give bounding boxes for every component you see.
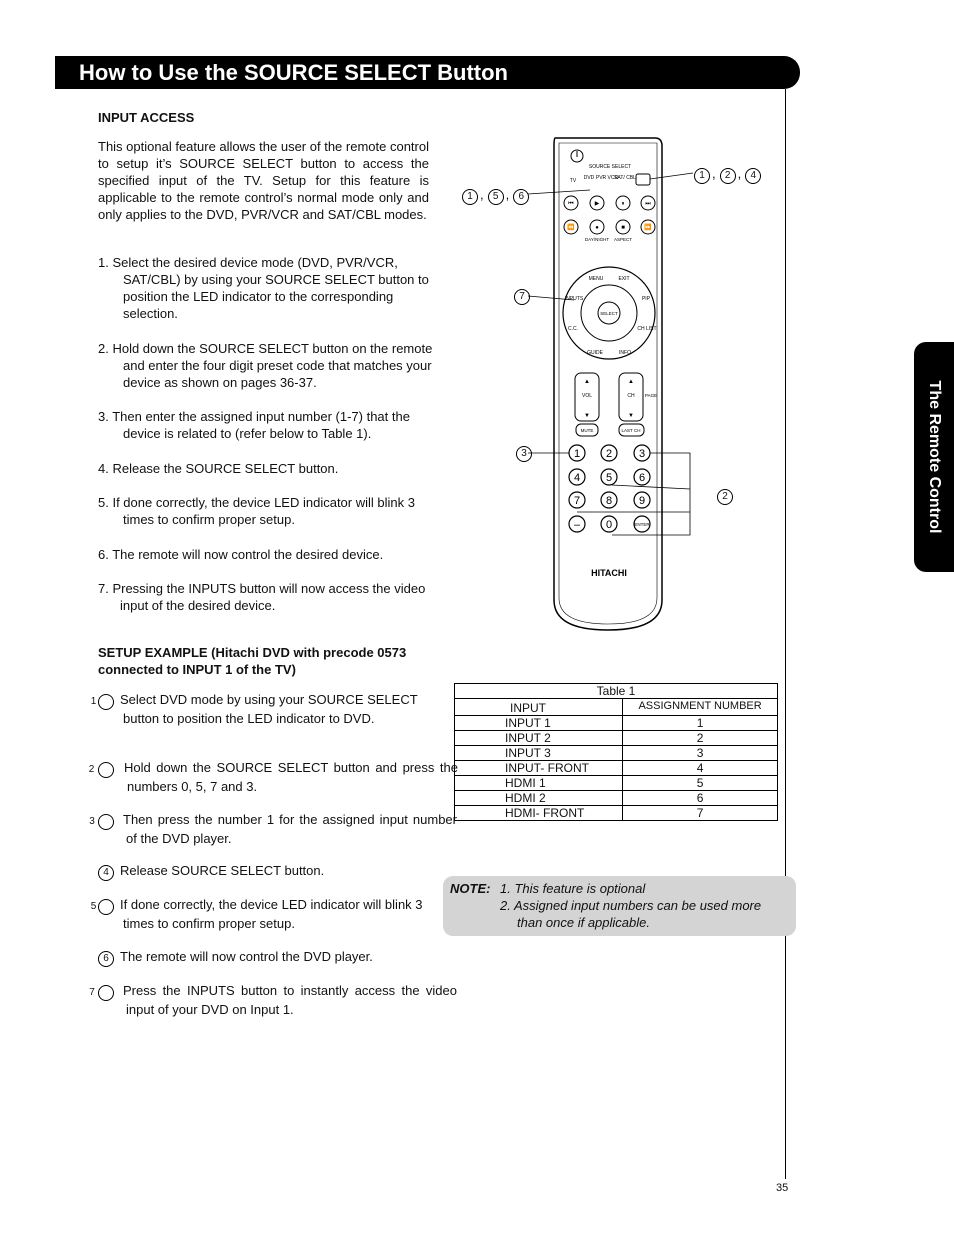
svg-text:⏪: ⏪ xyxy=(567,225,575,231)
step-5: 5. If done correctly, the device LED indicator will blink 3 times to confirm proper setup. xyxy=(98,495,415,527)
note-item-2-cont: than once if applicable. xyxy=(517,915,650,930)
brand-logo: HITACHI xyxy=(591,568,627,578)
svg-text:TV: TV xyxy=(569,178,577,184)
svg-text:MUTE: MUTE xyxy=(580,428,594,433)
step-1: 1. Select the desired device mode (DVD, PVR/VCR, SAT/CBL) by using your SOURCE SELECT button to position the LED indicator to the corresponding selection. xyxy=(98,255,429,321)
svg-text:CH LIST: CH LIST xyxy=(637,326,657,332)
svg-text:■: ■ xyxy=(621,225,625,231)
step-number-badge: 2 xyxy=(98,762,114,778)
svg-text:2: 2 xyxy=(605,448,613,460)
example-step-6: 6 The remote will now control the DVD player. xyxy=(98,948,429,967)
note-item-1: 1. This feature is optional xyxy=(500,881,646,896)
setup-example-heading: SETUP EXAMPLE (Hitachi DVD with precode 0573 connected to INPUT 1 of the TV) xyxy=(98,645,407,677)
step-6: 6. The remote will now control the desired device. xyxy=(98,547,384,562)
step-number-badge: 1 xyxy=(98,694,114,710)
svg-text:INPUTS: INPUTS xyxy=(564,296,584,302)
callout-digits-left: 3 xyxy=(516,446,532,462)
table-row: HDMI- FRONT 7 xyxy=(455,806,778,821)
step-number-badge: 4 xyxy=(98,865,114,881)
source-select-label: SOURCE SELECT xyxy=(588,164,632,170)
svg-text:▼: ▼ xyxy=(584,413,590,419)
svg-text:DVD: DVD xyxy=(583,175,595,181)
svg-text:▲: ▲ xyxy=(584,379,590,385)
page-title: How to Use the SOURCE SELECT Button xyxy=(55,56,800,89)
remote-control-diagram xyxy=(440,130,770,640)
step-4: 4. Release the SOURCE SELECT button. xyxy=(98,461,339,476)
svg-text:▼: ▼ xyxy=(628,413,634,419)
svg-text:CH: CH xyxy=(627,393,635,399)
table-row: INPUT- FRONT 4 xyxy=(455,761,778,776)
table-header-input: INPUT xyxy=(455,699,623,716)
step-7: 7. Pressing the INPUTS button will now access the video input of the desired device. xyxy=(98,581,426,613)
step-number-badge: 7 xyxy=(98,985,114,1001)
svg-text:0: 0 xyxy=(605,519,613,531)
example-step-4: 4 Release SOURCE SELECT button. xyxy=(98,862,429,881)
svg-text:7: 7 xyxy=(573,495,581,507)
svg-text:⏮: ⏮ xyxy=(568,201,574,207)
table-header-assignment: ASSIGNMENT NUMBER xyxy=(623,699,778,716)
margin-rule xyxy=(785,89,786,1179)
callout-top-left: 1 , 5 , 6 xyxy=(462,186,529,205)
step-number-badge: 6 xyxy=(98,951,114,967)
input-assignment-table xyxy=(454,683,778,821)
callout-digits-right: 2 xyxy=(717,489,733,505)
example-step-2: 2 Hold down the SOURCE SELECT button and press the numbers 0, 5, 7 and 3. xyxy=(88,760,458,794)
svg-text:–: – xyxy=(573,519,581,531)
example-step-7: 7 Press the INPUTS button to instantly access the video input of your DVD on Input 1. xyxy=(89,983,457,1017)
svg-text:⏩: ⏩ xyxy=(644,225,652,231)
svg-text:MENU: MENU xyxy=(588,276,604,282)
callout-top-right: 1 , 2 , 4 xyxy=(694,165,761,184)
step-2: 2. Hold down the SOURCE SELECT button on the remote and enter the four digit preset code that matches your device as shown on pages 36-37. xyxy=(98,341,433,390)
svg-text:⏸: ⏸ xyxy=(621,201,625,207)
svg-text:▶: ▶ xyxy=(594,201,600,207)
svg-text:4: 4 xyxy=(573,472,581,484)
svg-text:ASPECT: ASPECT xyxy=(613,237,633,242)
svg-text:VOL: VOL xyxy=(581,393,593,399)
svg-text:DAY/NIGHT: DAY/NIGHT xyxy=(584,237,610,242)
svg-text:SAT/ CBL: SAT/ CBL xyxy=(614,175,636,181)
example-step-5: 5 If done correctly, the device LED indicator will blink 3 times to confirm proper setup. xyxy=(90,897,423,931)
svg-text:C.C.: C.C. xyxy=(568,326,578,332)
svg-text:ENTER: ENTER xyxy=(634,522,650,527)
svg-text:3: 3 xyxy=(638,448,646,460)
svg-text:PVR VCR: PVR VCR xyxy=(595,175,619,181)
example-step-3: 3 Then press the number 1 for the assigned input number of the DVD player. xyxy=(89,812,457,846)
section-tab xyxy=(914,342,954,572)
table-row: INPUT 3 3 xyxy=(455,746,778,761)
step-3: 3. Then enter the assigned input number (1-7) that the device is related to (refer below to Table 1). xyxy=(98,409,410,441)
input-access-heading: INPUT ACCESS xyxy=(98,110,195,125)
example-step-1: 1 Select DVD mode by using your SOURCE SELECT button to position the LED indicator to DVD. xyxy=(90,692,418,726)
svg-text:⏭: ⏭ xyxy=(645,201,651,207)
step-number-badge: 3 xyxy=(98,814,114,830)
section-tab-label: The Remote Control xyxy=(926,380,943,534)
step-number-badge: 5 xyxy=(98,899,114,915)
svg-text:SELECT: SELECT xyxy=(600,311,618,316)
table-row: HDMI 2 6 xyxy=(455,791,778,806)
svg-text:1: 1 xyxy=(573,448,581,460)
table-row: INPUT 1 1 xyxy=(455,716,778,731)
svg-text:GUIDE: GUIDE xyxy=(587,350,603,356)
svg-text:PIP: PIP xyxy=(641,296,651,302)
svg-text:▲: ▲ xyxy=(628,379,634,385)
svg-text:INFO: INFO xyxy=(619,350,631,356)
svg-text:8: 8 xyxy=(605,495,613,507)
svg-text:5: 5 xyxy=(605,472,613,484)
table-row: HDMI 1 5 xyxy=(455,776,778,791)
svg-text:EXIT: EXIT xyxy=(618,276,630,282)
svg-text:LAST CH: LAST CH xyxy=(621,428,641,433)
svg-text:PAGE: PAGE xyxy=(644,393,658,398)
svg-text:9: 9 xyxy=(638,495,646,507)
table-row: INPUT 2 2 xyxy=(455,731,778,746)
page-number: 35 xyxy=(776,1182,789,1194)
note-item-2: 2. Assigned input numbers can be used more xyxy=(500,898,762,913)
callout-inputs: 7 xyxy=(514,289,530,305)
svg-text:6: 6 xyxy=(638,472,646,484)
svg-text:●: ● xyxy=(595,225,599,231)
table-caption: Table 1 xyxy=(455,684,778,699)
intro-paragraph: This optional feature allows the user of the remote control to setup it’s SOURCE SELECT button to access the specified input of the TV. Setup for this feature is applicable to the remote control’s normal mode only and only applies to the DVD, PVR/VCR and SAT/CBL modes. xyxy=(98,139,429,222)
note-label: NOTE: xyxy=(450,881,491,896)
